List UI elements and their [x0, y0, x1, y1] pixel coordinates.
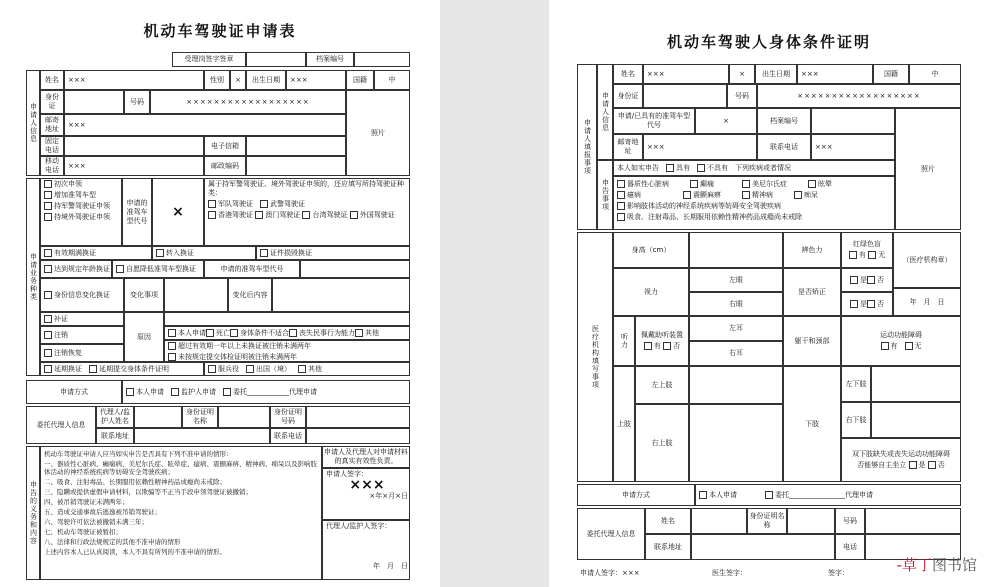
checkbox[interactable]: [850, 300, 858, 308]
r-agent-address-label: 联系地址: [645, 534, 691, 560]
left-corrected-options: 是 否: [841, 268, 893, 292]
postcode-cell: [246, 156, 346, 176]
info-change-option: 身份信息变化换证: [40, 278, 124, 312]
checkbox[interactable]: [246, 365, 254, 373]
foreign-license-options: 属于持军警驾驶证、境外驾驶证申领的，还应填写所持驾驶证种类： 军队驾驶证 武警驾驶证 香港驾驶证 澳门驾驶证 台湾驾驶证 外国驾驶证: [204, 178, 410, 246]
checkbox[interactable]: [116, 265, 124, 273]
declaration-text: 机动车驾驶证申请人应当如实申告是否具有下列不准申请的情形： 一、器质性心脏病、癫痫病、美尼尔氏症、眩晕症、癔病、震颤麻痹、精神病、痴呆以及影响肢体活动的神经系统疾病等妨碍安全驾驶疾病； 二、吸食、注射毒品、长期服用依赖性精神药品成瘾尚未戒除； 三、隐瞒或提供虚假申请材料，以欺骗等不正当手段申领驾驶证被撤销； 四、被吊销驾驶证未满两年； 五、造成交通事故后逃逸被吊销驾驶证； 六、驾驶许可依法被撤销未满三年； 七、机动车驾驶证被暂扣； 八、法律和行政法规规定的其他不准申请的情形 上述内容本人已认真阅读，本人不具有所列的不准申请的情形。: [40, 446, 322, 580]
r-address-value: ×××: [643, 134, 757, 160]
apply-type-value: ×: [152, 178, 204, 246]
checkbox[interactable]: [298, 365, 306, 373]
r-apply-method-options: 本人申请 委托 ________________ 代理申请: [695, 484, 961, 506]
have-type-label: 申请/已具有的准驾车型代号: [613, 108, 695, 134]
agent-id-no-label: 身份证明号码: [270, 406, 306, 428]
applicant-info-label: 申请人信息: [26, 70, 40, 176]
r-name-label: 姓名: [613, 64, 643, 84]
checkbox[interactable]: [208, 200, 216, 208]
r-phone-value: ×××: [811, 134, 895, 160]
left-eye: 左眼: [689, 268, 783, 292]
agent-name-cell: [134, 406, 182, 428]
reason-top-cell: [164, 312, 410, 326]
checkbox[interactable]: [350, 211, 358, 219]
r-agent-info-label: 委托代理人信息: [577, 508, 645, 560]
r-name-value: ×××: [643, 64, 729, 84]
birth-value: ×××: [286, 70, 346, 90]
r-agent-address-cell: [691, 534, 835, 560]
checkbox[interactable]: [617, 180, 625, 188]
r-agent-name-cell: [691, 508, 747, 534]
r-applicant-sign: 申请人签字：×××: [580, 568, 640, 577]
corrected-label: 是否矫正: [783, 268, 841, 316]
mobile-label: 移动电话: [40, 156, 64, 176]
vision-label: 视力: [613, 268, 689, 316]
checkbox[interactable]: [44, 331, 52, 339]
checkbox[interactable]: [44, 349, 52, 357]
reissue-option: 补证: [40, 312, 124, 326]
declaration-label: 申告的义务和内容: [26, 446, 40, 580]
change-before-label: 变化事项: [124, 278, 164, 312]
height-label: 身高（cm）: [613, 232, 689, 268]
checkbox[interactable]: [617, 213, 625, 221]
left-form-title: 机动车驾驶证申请表: [143, 22, 297, 40]
r-birth-value: ×××: [797, 64, 873, 84]
reason-label: 原因: [124, 312, 164, 362]
disease-options: 器质性心脏病 癫痫 美尼尔氏症 眩晕 癔病 震颤麻痹 精神病 痴呆 影响肢体活动的神经系统疾病等妨碍安全驾驶疾病 吸食、注射毒品、长期服用依赖性精神药品成瘾尚未戒除: [613, 176, 895, 230]
driver-license-application-form: [0, 0, 440, 587]
info-section-label: 申请人信息: [597, 64, 613, 160]
medical-stamp: （医疗机构章）: [893, 232, 961, 288]
r-other-sign: 签字：: [828, 568, 849, 577]
driver-health-certificate-form: [549, 0, 989, 587]
checkbox[interactable]: [868, 251, 876, 259]
checkbox[interactable]: [168, 342, 176, 350]
apply-down-label: 申请的准驾车型代号: [204, 260, 300, 278]
right-ear: 右耳: [689, 341, 783, 366]
address-value: ×××: [64, 114, 346, 136]
hearing-label: 听力: [613, 316, 635, 366]
watermark-site: 图书馆: [931, 556, 977, 574]
have-type-value: ×: [695, 108, 757, 134]
left-lower-label: 左下肢: [841, 366, 871, 402]
fixed-phone-label: 固定电话: [40, 136, 64, 156]
r-photo-box: 照片: [895, 108, 961, 230]
nation-value: 中: [374, 70, 410, 90]
email-label: 电子信箱: [204, 136, 246, 156]
checkbox[interactable]: [44, 265, 52, 273]
birth-label: 出生日期: [246, 70, 286, 90]
watermark: [897, 554, 977, 575]
id-label: 身份证: [40, 90, 64, 114]
applicant-sign-area: 申请人签字： ××× ×年×月×日: [322, 468, 410, 520]
self-declare-line: 本人如实申告 具有 不具有 下列疾病或者情况: [613, 160, 895, 176]
checkbox[interactable]: [208, 365, 216, 373]
gender-value: ×: [230, 70, 246, 90]
r-phone-label: 联系电话: [757, 134, 811, 160]
checkbox[interactable]: [794, 191, 802, 199]
checkbox[interactable]: [617, 191, 625, 199]
name-label: 姓名: [40, 70, 64, 90]
checkbox[interactable]: [808, 180, 816, 188]
checkbox[interactable]: [168, 353, 176, 361]
fill-section-label: 申请人填报事项: [577, 64, 597, 230]
extend-options: 延期换证 延期提交身体条件证明: [40, 362, 204, 376]
agent-address-cell: [134, 428, 270, 444]
checkbox[interactable]: [44, 202, 52, 210]
r-id-number-boxes: ××××××××××××××××××: [757, 84, 961, 108]
r-agent-id-cell: [787, 508, 835, 534]
checkbox[interactable]: [663, 342, 671, 350]
id-number-label: 号码: [124, 90, 150, 114]
agent-name-label: 代理人/监护人姓名: [96, 406, 134, 428]
motor-options: 运动功能障碍 有 无: [841, 316, 961, 366]
checkbox[interactable]: [289, 329, 297, 337]
file-no-label: 档案编号: [306, 52, 354, 67]
transfer-option: 转入换证: [152, 246, 256, 260]
checkbox[interactable]: [44, 315, 52, 323]
r-agent-no-label: 号码: [835, 508, 865, 534]
accept-sign-label: 受理岗签字签章: [172, 52, 246, 67]
promise-text: 申请人及代理人对申请材料的真实有效性负责。: [322, 446, 410, 468]
r-file-no-cell: [811, 108, 895, 134]
checkbox[interactable]: [355, 329, 363, 337]
agent-phone-label: 联系电话: [270, 428, 306, 444]
r-id-label: 身份证: [613, 84, 643, 108]
business-type-label: 申请业务种类: [26, 178, 40, 376]
restore-option: 注销恢复: [40, 344, 124, 362]
checkbox[interactable]: [302, 211, 310, 219]
medical-section-label: 医疗机构填写事项: [577, 232, 613, 482]
change-after-cell: [272, 278, 410, 312]
gender-label: 性别: [204, 70, 230, 90]
id-number-boxes: ××××××××××××××××××: [150, 90, 346, 114]
r-doctor-sign: 医生签字：: [712, 568, 747, 577]
checkbox[interactable]: [168, 329, 176, 337]
fixed-phone-cell: [64, 136, 204, 156]
color-label: 辨色力: [783, 232, 841, 268]
left-upper-label: 左上肢: [635, 366, 689, 404]
checkbox[interactable]: [881, 342, 889, 350]
neck-label: 躯干和颈部: [783, 316, 841, 366]
mobile-value: ×××: [64, 156, 204, 176]
reason-options: 本人申请 死亡 身体条件不适合 丧失民事行为能力 其他: [164, 326, 410, 340]
extend-reason-options: 服兵役 出国（境） 其他: [204, 362, 410, 376]
checkbox[interactable]: [690, 180, 698, 188]
checkbox[interactable]: [44, 180, 52, 188]
apply-method-label: 申请方式: [26, 380, 122, 404]
change-before-cell: [164, 278, 228, 312]
hearing-aid-options: 佩戴助听装置 有 否: [635, 316, 689, 366]
file-no-cell: [354, 52, 410, 67]
cancel-option: 注销: [40, 326, 124, 344]
agent-phone-cell: [306, 428, 410, 444]
stamp-date: 年 月 日: [893, 288, 961, 316]
nation-label: 国籍: [346, 70, 374, 90]
r-gender-value: ×: [729, 64, 755, 84]
checkbox[interactable]: [255, 211, 263, 219]
checkbox[interactable]: [44, 291, 52, 299]
checkbox[interactable]: [683, 191, 691, 199]
checkbox[interactable]: [260, 200, 268, 208]
r-agent-no-cell: [865, 508, 961, 534]
right-lower-label: 右下肢: [841, 402, 871, 438]
apply-method-options: 本人申请 监护人申请 委托 ____________ 代理申请: [122, 380, 410, 404]
checkbox[interactable]: [644, 342, 652, 350]
color-options: 红绿色盲 有 无: [841, 232, 893, 268]
upper-limb-label: 上肢: [613, 366, 635, 482]
declare-section-label: 申告事项: [597, 160, 613, 230]
right-lower-cell: [871, 402, 961, 438]
checkbox[interactable]: [742, 180, 750, 188]
reason-expire-options: 超过有效期一年以上未换证被注销未满两年 未按规定提交体检证明被注销未满两年: [164, 340, 410, 362]
r-address-label: 邮寄地址: [613, 134, 643, 160]
left-ear: 左耳: [689, 316, 783, 341]
r-nation-label: 国籍: [873, 64, 909, 84]
checkbox[interactable]: [928, 461, 936, 469]
checkbox[interactable]: [208, 211, 216, 219]
checkbox[interactable]: [156, 249, 164, 257]
checkbox[interactable]: [44, 191, 52, 199]
right-eye: 右眼: [689, 292, 783, 316]
agent-id-label: 身份证明名称: [182, 406, 218, 428]
id-type-cell: [64, 90, 124, 114]
address-label: 邮寄地址: [40, 114, 64, 136]
checkbox[interactable]: [850, 276, 858, 284]
checkbox[interactable]: [909, 461, 917, 469]
checkbox[interactable]: [89, 365, 97, 373]
r-id-type-cell: [643, 84, 727, 108]
agent-sign-area: 代理人/监护人签字： 年 月 日: [322, 520, 410, 580]
r-birth-label: 出生日期: [755, 64, 797, 84]
agent-address-label: 联系地址: [96, 428, 134, 444]
apply-down-cell: [300, 260, 410, 278]
r-apply-method-label: 申请方式: [577, 484, 695, 506]
watermark-brand: -草丁: [896, 556, 932, 574]
r-agent-name-label: 姓名: [645, 508, 691, 534]
r-agent-id-label: 身份证明名称: [747, 508, 787, 534]
self-down-option: 自愿降低准驾车型换证: [112, 260, 204, 278]
height-cell: [689, 232, 783, 268]
checkbox[interactable]: [849, 251, 857, 259]
damage-option: 证件损毁换证: [256, 246, 410, 260]
checkbox[interactable]: [223, 388, 231, 396]
accept-sign-cell: [246, 52, 306, 67]
lower-limb-label: 下肢: [783, 366, 841, 482]
checkbox[interactable]: [867, 300, 875, 308]
postcode-label: 邮政编码: [204, 156, 246, 176]
checkbox[interactable]: [260, 249, 268, 257]
right-upper-label: 右上肢: [635, 404, 689, 482]
checkbox[interactable]: [206, 329, 214, 337]
left-upper-cell: [689, 366, 783, 404]
checkbox[interactable]: [742, 191, 750, 199]
photo-box: 照片: [346, 90, 410, 176]
r-nation-value: 中: [909, 64, 961, 84]
checkbox[interactable]: [765, 491, 773, 499]
agent-id-no-cell: [306, 406, 410, 428]
checkbox[interactable]: [617, 202, 625, 210]
checkbox[interactable]: [905, 342, 913, 350]
checkbox[interactable]: [867, 276, 875, 284]
name-value: ×××: [64, 70, 204, 90]
checkbox[interactable]: [697, 164, 705, 172]
r-file-no-label: 档案编号: [757, 108, 811, 134]
email-cell: [246, 136, 346, 156]
right-form-title: 机动车驾驶人身体条件证明: [666, 33, 871, 51]
checkbox[interactable]: [666, 164, 674, 172]
checkbox[interactable]: [230, 329, 238, 337]
left-lower-cell: [871, 366, 961, 402]
first-apply-options: 初次申领 增加准驾车型 持军警驾驶证申领 持境外驾驶证申领: [40, 178, 122, 246]
checkbox[interactable]: [44, 213, 52, 221]
checkbox[interactable]: [699, 491, 707, 499]
checkbox[interactable]: [44, 365, 52, 373]
right-upper-cell: [689, 404, 783, 482]
right-corrected-options: 是 否: [841, 292, 893, 316]
both-lower-options: 双下肢缺失或丧失运动功能障碍 否能够自主坐立 是 否: [841, 438, 961, 482]
checkbox[interactable]: [171, 388, 179, 396]
age-down-option: 达到规定年龄换证: [40, 260, 112, 278]
r-id-number-label: 号码: [727, 84, 757, 108]
renew-option: 有效期满换证: [40, 246, 152, 260]
change-after-label: 变化后内容: [228, 278, 272, 312]
r-agent-phone-label: 电话: [835, 534, 865, 560]
agent-id-cell: [218, 406, 270, 428]
checkbox[interactable]: [44, 249, 52, 257]
apply-type-label: 申请的准驾车型代号: [122, 178, 152, 246]
checkbox[interactable]: [126, 388, 134, 396]
agent-info-label: 委托代理人信息: [26, 406, 96, 444]
